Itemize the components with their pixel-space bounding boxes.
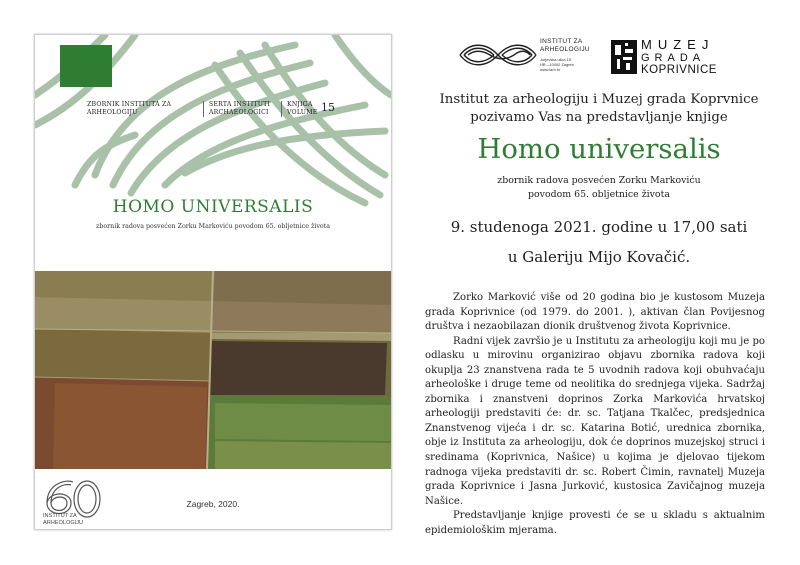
- body-paragraph: Predstavljanje knjige provesti će se u skladu s aktualnim epidemiološkim mjerama.: [425, 510, 765, 536]
- cover-logo-line: ARHEOLOGIJU: [43, 519, 84, 526]
- cover-divider: [203, 101, 204, 117]
- museum-mark-icon: [611, 40, 637, 74]
- cover-series-mid-line: ARCHAEOLOGICI: [209, 109, 269, 116]
- invitation-subtitle: zbornik radova posvećen Zorku Markoviću: [497, 175, 701, 186]
- book-cover: [34, 34, 392, 530]
- institute-logo-text: [540, 38, 600, 72]
- cover-green-block: [60, 45, 112, 87]
- cover-subtitle: zbornik radova posvećen Zorku Markoviću povodom 65. obljetnice života: [96, 223, 330, 230]
- body-paragraph: Zorko Marković više od 20 godina bio je kustosom Muzeja grada Koprivnice (od 1979. do 2001. ), aktivan član Povijesnog društva i nezaobilazan dionik društvenog života Koprivnice.: [425, 292, 765, 333]
- invitation-venue: u Galeriju Mijo Kovačić.: [507, 248, 691, 266]
- institute-name-line: INSTITUT ZA: [540, 38, 583, 45]
- body-paragraph: Radni vijek završio je u Institutu za arheologiju koji mu je po odlasku u mirovinu organizirao objavu zbornika radova koji okuplja 23 znanstvena rada te 5 uvodnih radova koji obuhvaćaju arheološke i druge teme od neolitika do srednjega vijeka. Sadržaj zbornika i znanstveni doprinos Zorka Markovića hrvatskoj arheologiji predstaviti će: dr. sc. Tatjana Tkalčec, predsjednica Znanstvenog vijeća i dr. sc. Katarina Botić, urednica zbornika, obje iz Instituta za arheologiju, dok će doprinos muzejskoj struci i sredinama (Koprivnica, Našice) u kojima je djelovao tijekom radnoga vijeka predstaviti dr. sc. Robert Čimin, ravnatelj Muzeja grada Koprivnice i Jasna Jurković, kustosica Zavičajnog muzeja Našice.: [425, 335, 765, 507]
- institute-name: [540, 38, 600, 53]
- institute-name-line: ARHEOLOGIJU: [540, 45, 590, 53]
- institute-address-line: HR—10000 Zagreb: [540, 62, 574, 67]
- institute-address-line: www.iarh.hr: [540, 67, 561, 72]
- invitation-date: 9. studenoga 2021. godine u 17,00 sati: [450, 218, 748, 236]
- cover-logo-text: [43, 513, 83, 526]
- invitation-subtitle: povodom 65. obljetnice života: [528, 189, 670, 200]
- institute-address: [540, 57, 600, 72]
- invitation-hosts: Institut za arheologiju i Muzej grada Koprvnice: [439, 92, 759, 107]
- cover-title: HOMO UNIVERSALIS: [112, 197, 314, 217]
- cover-divider: [281, 101, 282, 117]
- cover-series-right-line: VOLUME: [287, 109, 318, 116]
- cover-series-mid: [209, 101, 273, 117]
- cover-series-left: [87, 101, 179, 117]
- cover-place-year: Zagreb, 2020.: [186, 499, 240, 509]
- museum-line-2: GRADA: [641, 52, 706, 64]
- cover-series-left-line: ZBORNIK INSTITUTA ZA: [87, 101, 172, 108]
- cover-series-left-line: ARHEOLOGIJU: [87, 109, 138, 116]
- invitation-title: Homo universalis: [477, 133, 721, 165]
- cover-logo-line: INSTITUT ZA: [43, 513, 77, 519]
- cover-series-right: [287, 101, 317, 117]
- cover-volume-number: 15: [321, 101, 335, 114]
- cover-series-right-line: KNJIGA: [287, 101, 313, 108]
- invitation-body: [425, 291, 765, 538]
- aerial-fields-photo: [35, 271, 391, 469]
- knot-logo-icon: [458, 40, 538, 70]
- cover-series-mid-line: SERTA INSTITUTI: [209, 101, 271, 108]
- invitation-intro: pozivamo Vas na predstavljanje knjige: [470, 110, 728, 125]
- museum-logo-text: [641, 38, 717, 76]
- museum-line-1: MUZEJ: [641, 37, 715, 52]
- museum-line-3: KOPRIVNICE: [641, 64, 717, 76]
- institute-address-line: Jurjevska ulica 15: [540, 57, 571, 62]
